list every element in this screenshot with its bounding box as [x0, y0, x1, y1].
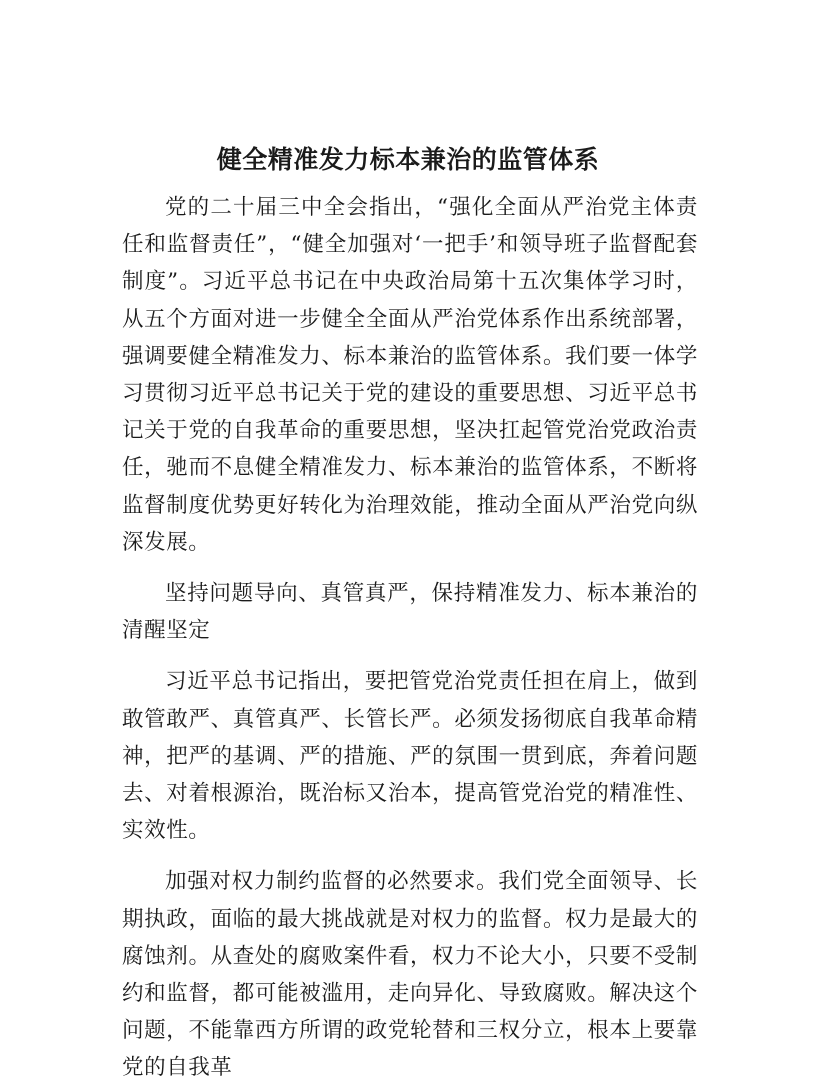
document-body — [122, 189, 698, 1087]
paragraph: 习近平总书记指出，要把管党治党责任担在肩上，做到敢管敢严、真管真严、长管长严。必须发扬彻底自我革命精神，把严的基调、严的措施、严的氛围一贯到底，奔着问题去、对着根源治，既治标又治本，提高管党治党的精准性、实效性。 — [122, 669, 698, 844]
paragraph: 党的二十届三中全会指出，“强化全面从严治党主体责任和监督责任”，“健全加强对‘一把手’和领导班子监督配套制度”。习近平总书记在中央政治局第十五次集体学习时，从五个方面对进一步健全全面从严治党体系作出系统部署，强调要健全精准发力、标本兼治的监管体系。我们要一体学习贯彻习近平总书记关于党的建设的重要思想、习近平总书记关于党的自我革命的重要思想，坚决扛起管党治党政治责任，驰而不息健全精准发力、标本兼治的监管体系，不断将监督制度优势更好转化为治理效能，推动全面从严治党向纵深发展。 — [122, 195, 698, 555]
section-heading: 坚持问题导向、真管真严，保持精准发力、标本兼治的清醒坚定 — [122, 581, 698, 644]
document-title: 健全精准发力标本兼治的监管体系 — [216, 145, 600, 174]
paragraph: 加强对权力制约监督的必然要求。我们党全面领导、长期执政，面临的最大挑战就是对权力的监督。权力是最大的腐蚀剂。从查处的腐败案件看，权力不论大小，只要不受制约和监督，都可能被滥用，走向异化、导致腐败。解决这个问题，不能靠西方所谓的政党轮替和三权分立，根本上要靠党的自我革 — [122, 869, 698, 1081]
